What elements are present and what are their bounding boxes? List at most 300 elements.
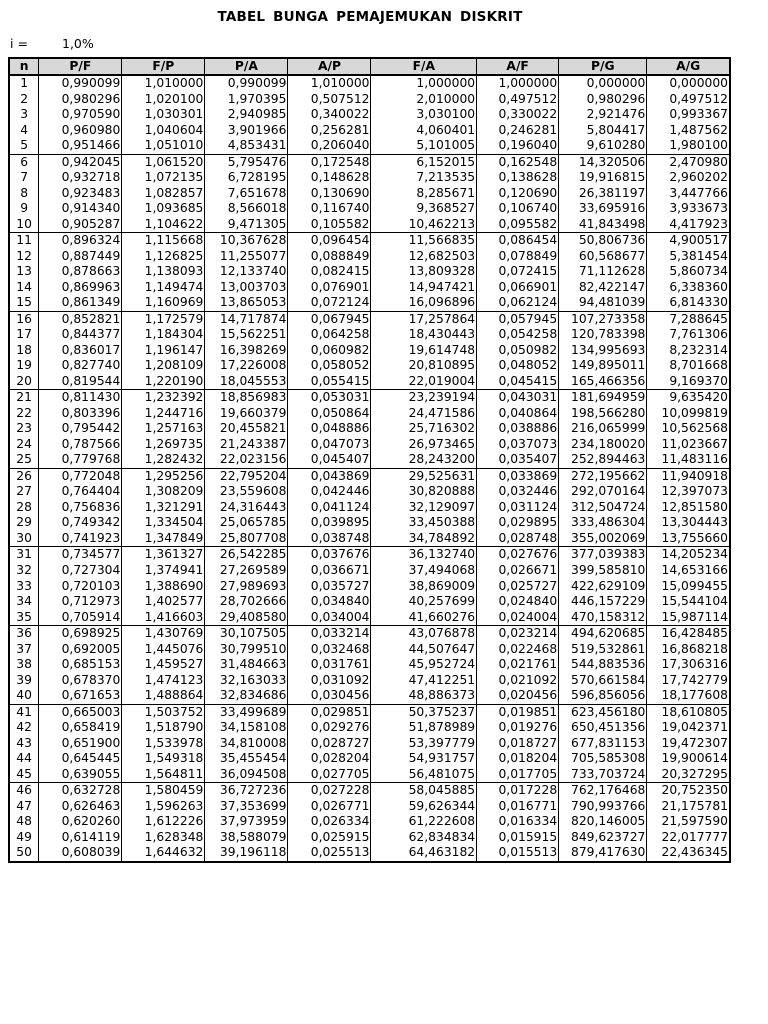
factor-cell: 1,533978 (122, 736, 205, 752)
factor-cell: 0,120690 (477, 186, 559, 202)
table-row (9, 311, 730, 327)
factor-cell: 22,019004 (371, 374, 477, 390)
factor-cell: 0,246281 (477, 123, 559, 139)
factor-cell: 14,947421 (371, 280, 477, 296)
factor-cell: 5,795476 (205, 154, 288, 170)
factor-cell: 1,010000 (288, 75, 371, 92)
factor-cell: 0,148628 (288, 170, 371, 186)
factor-cell: 0,029276 (288, 720, 371, 736)
period-cell: 49 (9, 830, 39, 846)
factor-cell: 1,445076 (122, 642, 205, 658)
period-cell: 13 (9, 264, 39, 280)
factor-cell: 6,728195 (205, 170, 288, 186)
period-cell: 25 (9, 452, 39, 468)
factor-cell: 22,436345 (647, 845, 730, 862)
period-cell: 35 (9, 610, 39, 626)
factor-cell: 0,836017 (39, 343, 122, 359)
factor-cell: 0,905287 (39, 217, 122, 233)
table-row (9, 720, 730, 736)
period-cell: 12 (9, 249, 39, 265)
factor-cell: 705,585308 (559, 751, 647, 767)
factor-cell: 1,040604 (122, 123, 205, 139)
factor-cell: 12,851580 (647, 500, 730, 516)
factor-cell: 1,020100 (122, 92, 205, 108)
period-cell: 33 (9, 579, 39, 595)
table-row (9, 500, 730, 516)
factor-cell: 544,883536 (559, 657, 647, 673)
factor-cell: 0,896324 (39, 233, 122, 249)
table-row (9, 233, 730, 249)
factor-cell: 292,070164 (559, 484, 647, 500)
factor-cell: 30,107505 (205, 626, 288, 642)
table-row (9, 421, 730, 437)
table-row (9, 642, 730, 658)
factor-cell: 6,152015 (371, 154, 477, 170)
interest-factor-table (8, 57, 731, 863)
header-pa: P/A (205, 58, 288, 75)
table-body (9, 75, 730, 862)
factor-cell: 0,050982 (477, 343, 559, 359)
factor-cell: 24,316443 (205, 500, 288, 516)
interest-rate (10, 36, 94, 51)
table-row (9, 249, 730, 265)
factor-cell: 9,368527 (371, 201, 477, 217)
factor-cell: 0,045415 (477, 374, 559, 390)
factor-cell: 17,742779 (647, 673, 730, 689)
interest-rate-label: i = (10, 36, 28, 51)
factor-cell: 23,239194 (371, 390, 477, 406)
factor-cell: 37,973959 (205, 814, 288, 830)
factor-cell: 0,980296 (559, 92, 647, 108)
factor-cell: 2,010000 (371, 92, 477, 108)
factor-cell: 790,993766 (559, 799, 647, 815)
factor-cell: 820,146005 (559, 814, 647, 830)
factor-cell: 32,834686 (205, 688, 288, 704)
factor-cell: 18,045553 (205, 374, 288, 390)
factor-cell: 11,940918 (647, 468, 730, 484)
table-row (9, 264, 730, 280)
header-af: A/F (477, 58, 559, 75)
factor-cell: 0,970590 (39, 107, 122, 123)
table-row (9, 437, 730, 453)
factor-cell: 1,244716 (122, 406, 205, 422)
factor-cell: 1,580459 (122, 783, 205, 799)
factor-cell: 20,327295 (647, 767, 730, 783)
factor-cell: 0,138628 (477, 170, 559, 186)
factor-cell: 0,047073 (288, 437, 371, 453)
factor-cell: 1,010000 (122, 75, 205, 92)
factor-cell: 13,755660 (647, 531, 730, 547)
factor-cell: 0,039895 (288, 515, 371, 531)
factor-cell: 0,054258 (477, 327, 559, 343)
factor-cell: 32,163033 (205, 673, 288, 689)
period-cell: 29 (9, 515, 39, 531)
factor-cell: 0,795442 (39, 421, 122, 437)
factor-cell: 1,361327 (122, 547, 205, 563)
factor-cell: 0,027705 (288, 767, 371, 783)
period-cell: 39 (9, 673, 39, 689)
period-cell: 8 (9, 186, 39, 202)
factor-cell: 0,026671 (477, 563, 559, 579)
factor-cell: 0,749342 (39, 515, 122, 531)
factor-cell: 0,772048 (39, 468, 122, 484)
factor-cell: 107,273358 (559, 311, 647, 327)
period-cell: 9 (9, 201, 39, 217)
factor-cell: 0,022468 (477, 642, 559, 658)
factor-cell: 596,856056 (559, 688, 647, 704)
factor-cell: 0,620260 (39, 814, 122, 830)
factor-cell: 0,035407 (477, 452, 559, 468)
table-row (9, 217, 730, 233)
factor-cell: 333,486304 (559, 515, 647, 531)
factor-cell: 28,702666 (205, 594, 288, 610)
factor-cell: 0,057945 (477, 311, 559, 327)
factor-cell: 1,093685 (122, 201, 205, 217)
table-row (9, 138, 730, 154)
factor-cell: 16,428485 (647, 626, 730, 642)
factor-cell: 33,450388 (371, 515, 477, 531)
factor-cell: 6,814330 (647, 295, 730, 311)
period-cell: 5 (9, 138, 39, 154)
factor-cell: 0,756836 (39, 500, 122, 516)
factor-cell: 0,015915 (477, 830, 559, 846)
factor-cell: 61,222608 (371, 814, 477, 830)
factor-cell: 29,525631 (371, 468, 477, 484)
factor-cell: 7,761306 (647, 327, 730, 343)
factor-cell: 0,062124 (477, 295, 559, 311)
factor-cell: 0,497512 (477, 92, 559, 108)
factor-cell: 0,626463 (39, 799, 122, 815)
factor-cell: 0,021092 (477, 673, 559, 689)
period-cell: 27 (9, 484, 39, 500)
factor-cell: 762,176468 (559, 783, 647, 799)
header-pg: P/G (559, 58, 647, 75)
factor-cell: 0,038886 (477, 421, 559, 437)
factor-cell: 0,031124 (477, 500, 559, 516)
factor-cell: 36,132740 (371, 547, 477, 563)
table-row (9, 484, 730, 500)
factor-cell: 1,196147 (122, 343, 205, 359)
factor-cell: 43,076878 (371, 626, 477, 642)
factor-cell: 50,375237 (371, 704, 477, 720)
factor-cell: 570,661584 (559, 673, 647, 689)
factor-cell: 31,484663 (205, 657, 288, 673)
factor-cell: 470,158312 (559, 610, 647, 626)
factor-cell: 0,993367 (647, 107, 730, 123)
factor-cell: 879,417630 (559, 845, 647, 862)
factor-cell: 120,783398 (559, 327, 647, 343)
factor-cell: 2,921476 (559, 107, 647, 123)
table-row (9, 657, 730, 673)
factor-cell: 0,025513 (288, 845, 371, 862)
factor-cell: 56,481075 (371, 767, 477, 783)
table-row (9, 186, 730, 202)
table-row (9, 704, 730, 720)
factor-cell: 5,860734 (647, 264, 730, 280)
factor-cell: 12,397073 (647, 484, 730, 500)
factor-cell: 22,017777 (647, 830, 730, 846)
factor-cell: 7,213535 (371, 170, 477, 186)
table-row (9, 327, 730, 343)
factor-cell: 0,779768 (39, 452, 122, 468)
factor-cell: 0,072415 (477, 264, 559, 280)
table-row (9, 783, 730, 799)
factor-cell: 0,507512 (288, 92, 371, 108)
factor-cell: 2,960202 (647, 170, 730, 186)
factor-cell: 82,422147 (559, 280, 647, 296)
factor-cell: 12,682503 (371, 249, 477, 265)
factor-cell: 26,542285 (205, 547, 288, 563)
factor-cell: 11,023667 (647, 437, 730, 453)
table-row (9, 547, 730, 563)
factor-cell: 234,180020 (559, 437, 647, 453)
factor-cell: 11,255077 (205, 249, 288, 265)
factor-cell: 1,402577 (122, 594, 205, 610)
table-row (9, 673, 730, 689)
factor-cell: 3,933673 (647, 201, 730, 217)
table-row (9, 280, 730, 296)
table-row (9, 201, 730, 217)
factor-cell: 650,451356 (559, 720, 647, 736)
factor-cell: 8,232314 (647, 343, 730, 359)
factor-cell: 0,034004 (288, 610, 371, 626)
factor-cell: 45,952724 (371, 657, 477, 673)
factor-cell: 0,017228 (477, 783, 559, 799)
factor-cell: 1,564811 (122, 767, 205, 783)
period-cell: 42 (9, 720, 39, 736)
factor-cell: 47,412251 (371, 673, 477, 689)
interest-rate-value: 1,0% (62, 36, 94, 51)
factor-cell: 18,610805 (647, 704, 730, 720)
factor-cell: 19,900614 (647, 751, 730, 767)
factor-cell: 1,000000 (371, 75, 477, 92)
header-ap: A/P (288, 58, 371, 75)
factor-cell: 272,195662 (559, 468, 647, 484)
factor-cell: 0,028748 (477, 531, 559, 547)
period-cell: 34 (9, 594, 39, 610)
factor-cell: 0,027228 (288, 783, 371, 799)
factor-cell: 0,614119 (39, 830, 122, 846)
factor-cell: 0,025915 (288, 830, 371, 846)
factor-cell: 26,381197 (559, 186, 647, 202)
period-cell: 1 (9, 75, 39, 92)
table-row (9, 468, 730, 484)
table-row (9, 531, 730, 547)
factor-cell: 0,990099 (205, 75, 288, 92)
factor-cell: 1,149474 (122, 280, 205, 296)
period-cell: 41 (9, 704, 39, 720)
factor-cell: 0,030456 (288, 688, 371, 704)
factor-cell: 399,585810 (559, 563, 647, 579)
period-cell: 38 (9, 657, 39, 673)
factor-cell: 37,353699 (205, 799, 288, 815)
period-cell: 3 (9, 107, 39, 123)
factor-cell: 41,660276 (371, 610, 477, 626)
factor-cell: 0,692005 (39, 642, 122, 658)
table-row (9, 751, 730, 767)
factor-cell: 0,018204 (477, 751, 559, 767)
factor-cell: 4,900517 (647, 233, 730, 249)
period-cell: 2 (9, 92, 39, 108)
factor-cell: 64,463182 (371, 845, 477, 862)
factor-cell: 0,658419 (39, 720, 122, 736)
factor-cell: 198,566280 (559, 406, 647, 422)
factor-cell: 41,843498 (559, 217, 647, 233)
factor-cell: 8,566018 (205, 201, 288, 217)
factor-cell: 0,020456 (477, 688, 559, 704)
table-row (9, 736, 730, 752)
factor-cell: 1,644632 (122, 845, 205, 862)
factor-cell: 1,474123 (122, 673, 205, 689)
factor-cell: 0,076901 (288, 280, 371, 296)
header-ag: A/G (647, 58, 730, 75)
factor-cell: 54,931757 (371, 751, 477, 767)
period-cell: 22 (9, 406, 39, 422)
factor-cell: 0,028204 (288, 751, 371, 767)
factor-cell: 13,003703 (205, 280, 288, 296)
factor-cell: 16,096896 (371, 295, 477, 311)
factor-cell: 0,043869 (288, 468, 371, 484)
factor-cell: 51,878989 (371, 720, 477, 736)
table-row (9, 390, 730, 406)
factor-cell: 0,665003 (39, 704, 122, 720)
factor-cell: 0,698925 (39, 626, 122, 642)
factor-cell: 0,106740 (477, 201, 559, 217)
table-header-row (9, 58, 730, 75)
page-title: TABEL BUNGA PEMAJEMUKAN DISKRIT (217, 9, 523, 25)
factor-cell: 0,639055 (39, 767, 122, 783)
factor-cell: 0,053031 (288, 390, 371, 406)
factor-cell: 18,177608 (647, 688, 730, 704)
factor-cell: 2,940985 (205, 107, 288, 123)
factor-cell: 14,320506 (559, 154, 647, 170)
factor-cell: 50,806736 (559, 233, 647, 249)
factor-cell: 11,566835 (371, 233, 477, 249)
factor-cell: 1,172579 (122, 311, 205, 327)
factor-cell: 1,334504 (122, 515, 205, 531)
factor-cell: 0,048886 (288, 421, 371, 437)
factor-cell: 0,990099 (39, 75, 122, 92)
factor-cell: 1,184304 (122, 327, 205, 343)
factor-cell: 19,660379 (205, 406, 288, 422)
factor-cell: 0,685153 (39, 657, 122, 673)
factor-cell: 26,973465 (371, 437, 477, 453)
factor-cell: 0,705914 (39, 610, 122, 626)
table-row (9, 107, 730, 123)
factor-cell: 0,720103 (39, 579, 122, 595)
factor-cell: 8,285671 (371, 186, 477, 202)
period-cell: 28 (9, 500, 39, 516)
period-cell: 36 (9, 626, 39, 642)
factor-cell: 165,466356 (559, 374, 647, 390)
factor-cell: 19,042371 (647, 720, 730, 736)
table-row (9, 563, 730, 579)
period-cell: 31 (9, 547, 39, 563)
factor-cell: 15,562251 (205, 327, 288, 343)
factor-cell: 20,455821 (205, 421, 288, 437)
factor-cell: 25,065785 (205, 515, 288, 531)
factor-cell: 1,374941 (122, 563, 205, 579)
factor-cell: 677,831153 (559, 736, 647, 752)
factor-cell: 1,269735 (122, 437, 205, 453)
period-cell: 32 (9, 563, 39, 579)
table-row (9, 452, 730, 468)
factor-cell: 17,257864 (371, 311, 477, 327)
period-cell: 19 (9, 358, 39, 374)
factor-cell: 1,487562 (647, 123, 730, 139)
period-cell: 6 (9, 154, 39, 170)
factor-cell: 0,043031 (477, 390, 559, 406)
period-cell: 37 (9, 642, 39, 658)
factor-cell: 0,032446 (477, 484, 559, 500)
factor-cell: 1,082857 (122, 186, 205, 202)
header-fp: F/P (122, 58, 205, 75)
factor-cell: 0,019276 (477, 720, 559, 736)
table-row (9, 170, 730, 186)
factor-cell: 9,471305 (205, 217, 288, 233)
factor-cell: 0,078849 (477, 249, 559, 265)
factor-cell: 1,518790 (122, 720, 205, 736)
factor-cell: 5,804417 (559, 123, 647, 139)
factor-cell: 44,507647 (371, 642, 477, 658)
period-cell: 4 (9, 123, 39, 139)
factor-cell: 1,628348 (122, 830, 205, 846)
period-cell: 48 (9, 814, 39, 830)
period-cell: 7 (9, 170, 39, 186)
factor-cell: 1,160969 (122, 295, 205, 311)
period-cell: 17 (9, 327, 39, 343)
factor-cell: 15,987114 (647, 610, 730, 626)
factor-cell: 0,980296 (39, 92, 122, 108)
factor-cell: 15,544104 (647, 594, 730, 610)
factor-cell: 494,620685 (559, 626, 647, 642)
factor-cell: 1,347849 (122, 531, 205, 547)
table-row (9, 814, 730, 830)
factor-cell: 7,288645 (647, 311, 730, 327)
factor-cell: 1,321291 (122, 500, 205, 516)
factor-cell: 0,852821 (39, 311, 122, 327)
factor-cell: 0,045407 (288, 452, 371, 468)
factor-cell: 0,016334 (477, 814, 559, 830)
table-row (9, 830, 730, 846)
factor-cell: 25,716302 (371, 421, 477, 437)
factor-cell: 0,914340 (39, 201, 122, 217)
factor-cell: 19,614748 (371, 343, 477, 359)
factor-cell: 181,694959 (559, 390, 647, 406)
factor-cell: 0,018727 (477, 736, 559, 752)
factor-cell: 34,810008 (205, 736, 288, 752)
factor-cell: 1,416603 (122, 610, 205, 626)
factor-cell: 14,653166 (647, 563, 730, 579)
factor-cell: 0,016771 (477, 799, 559, 815)
factor-cell: 623,456180 (559, 704, 647, 720)
factor-cell: 0,340022 (288, 107, 371, 123)
factor-cell: 22,795204 (205, 468, 288, 484)
table-row (9, 688, 730, 704)
factor-cell: 2,470980 (647, 154, 730, 170)
period-cell: 15 (9, 295, 39, 311)
factor-cell: 1,388690 (122, 579, 205, 595)
factor-cell: 0,206040 (288, 138, 371, 154)
factor-cell: 0,028727 (288, 736, 371, 752)
factor-cell: 32,129097 (371, 500, 477, 516)
factor-cell: 14,717874 (205, 311, 288, 327)
factor-cell: 35,455454 (205, 751, 288, 767)
factor-cell: 19,472307 (647, 736, 730, 752)
factor-cell: 1,295256 (122, 468, 205, 484)
factor-cell: 1,488864 (122, 688, 205, 704)
factor-cell: 0,072124 (288, 295, 371, 311)
